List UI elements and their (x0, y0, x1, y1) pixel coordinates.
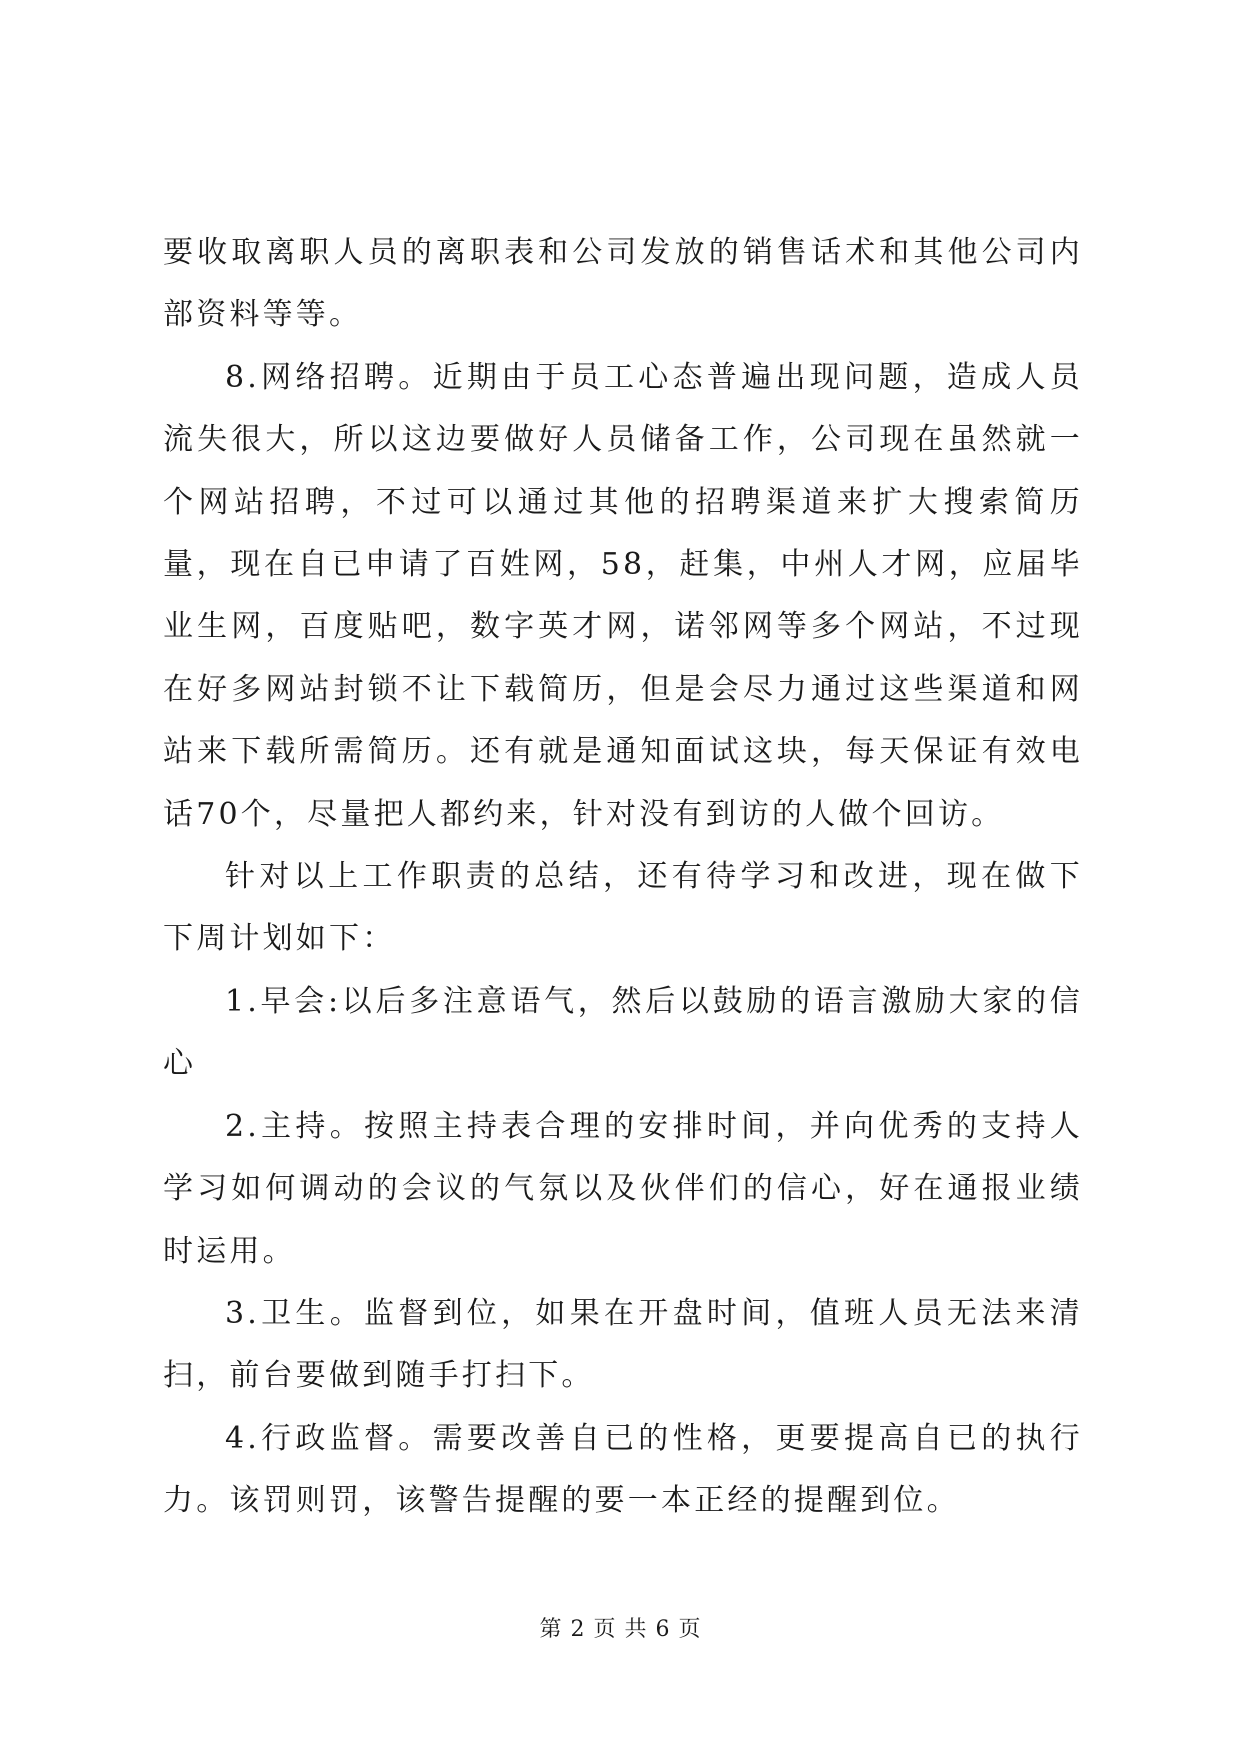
paragraph-item-8-online-recruitment: 8.网络招聘。近期由于员工心态普遍出现问题，造成人员流失很大，所以这边要做好人员储备工作，公司现在虽然就一个网站招聘，不过可以通过其他的招聘渠道来扩大搜索简历量，现在自已申请了百姓网，58，赶集，中州人才网，应届毕业生网，百度贴吧，数字英才网，诺邻网等多个网站，不过现在好多网站封锁不让下载简历，但是会尽力通过这些渠道和网站来下载所需简历。还有就是通知面试这块，每天保证有效电话70个，尽量把人都约来，针对没有到访的人做个回访。 (163, 359, 1083, 832)
paragraph-plan-intro: 针对以上工作职责的总结，还有待学习和改进，现在做下下周计划如下： (163, 859, 1083, 957)
body-text (163, 222, 1083, 1533)
paragraph-continuation: 要收取离职人员的离职表和公司发放的销售话术和其他公司内部资料等等。 (163, 235, 1083, 333)
paragraph-plan-item-2: 2.主持。按照主持表合理的安排时间，并向优秀的支持人学习如何调动的会议的气氛以及伙伴们的信心，好在通报业绩时运用。 (163, 1108, 1083, 1269)
paragraph-plan-item-1: 1.早会:以后多注意语气，然后以鼓励的语言激励大家的信心 (163, 983, 1083, 1082)
paragraph-plan-item-3: 3.卫生。监督到位，如果在开盘时间，值班人员无法来清扫，前台要做到随手打扫下。 (163, 1295, 1083, 1394)
page-number-footer: 第 2 页 共 6 页 (539, 1617, 702, 1642)
paragraph-plan-item-4: 4.行政监督。需要改善自已的性格，更要提高自已的执行力。该罚则罚，该警告提醒的要一本正经的提醒到位。 (163, 1420, 1083, 1519)
